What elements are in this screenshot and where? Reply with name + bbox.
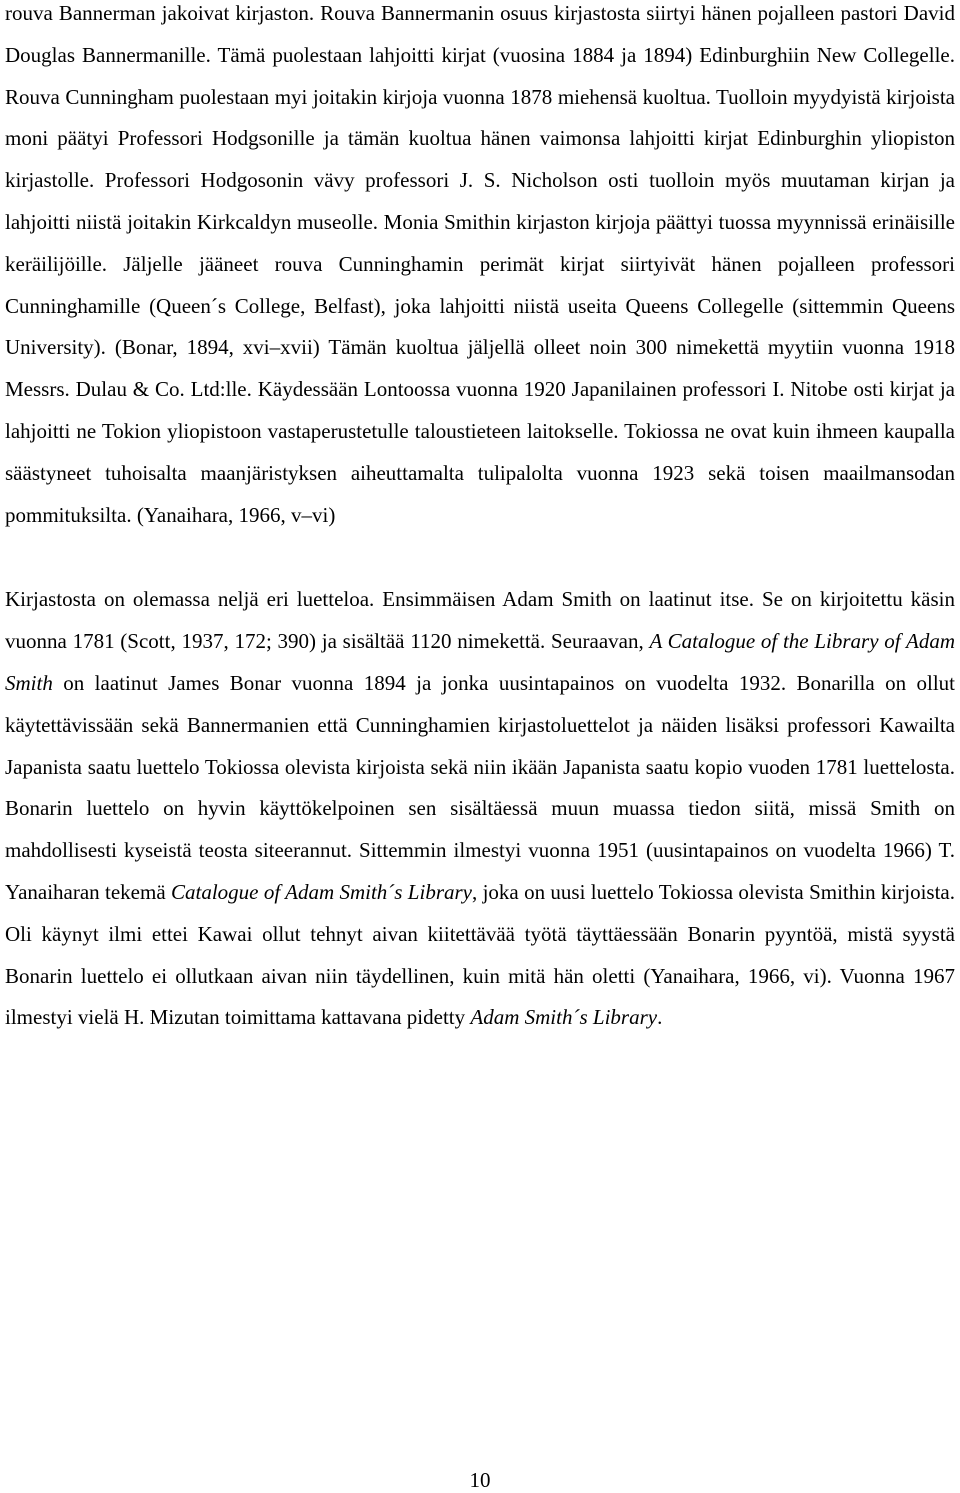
paragraph-2-text-end: . (657, 1005, 663, 1030)
page-number: 10 (469, 1468, 491, 1492)
book-title-mizuta-library: Adam Smith´s Library (470, 1005, 658, 1030)
paragraph-2-text-2: on laatinut James Bonar vuonna 1894 ja jonka uusintapainos on vuodelta 1932. Bonarilla on ollut käytettävissään sekä Bannermanien että Cunninghamien kirjastoluettelot ja näiden lisäksi professori Kawailta Japanista saatu luettelo Tokiossa olevista kirjoista sekä niin ikään Japanista saatu kopio vuoden 1781 luettelosta. Bonarin luettelo on hyvin käyttökelpoinen sen sisältäessä muun muassa tiedon siitä, missä Smith on mahdollisesti kyseistä teosta siteerannut. Sittemmin ilmestyi vuonna 1951 (uusintapainos on vuodelta 1966) T. Yanaiharan tekemä (5, 670, 955, 904)
book-title-bonar-catalogue: A Catalogue of the Library of Adam Smith (5, 629, 955, 695)
book-title-yanaihara-catalogue: Catalogue of Adam Smith´s Library (171, 879, 472, 904)
paragraph-2-text-3: , joka on uusi luettelo Tokiossa olevista Smithin kirjoista. Oli käynyt ilmi ettei Kawai ollut tehnyt aivan kiitettävää työtä täyttäessään Bonarin pyyntöä, mistä syystä Bonarin luettelo ei ollutkaan aivan niin täydellinen, kuin mitä hän oletti (Yanaihara, 1966, vi). Vuonna 1967 ilmestyi vielä H. Mizutan toimittama kattavana pidetty (5, 879, 956, 1030)
document-page (5, 0, 955, 1039)
body-paragraph-2 (5, 579, 955, 1039)
paragraph-2-text-1: Kirjastosta on olemassa neljä eri luetteloa. Ensimmäisen Adam Smith on laatinut itse. Se on kirjoitettu käsin vuonna 1781 (Scott, 1937, 172; 390) ja sisältää 1120 nimekettä. Seuraavan, (5, 587, 955, 654)
body-paragraph-1: rouva Bannerman jakoivat kirjaston. Rouva Bannermanin osuus kirjastosta siirtyi hänen pojalleen pastori David Douglas Bannermanille. Tämä puolestaan lahjoitti kirjat (vuosina 1884 ja 1894) Edinburghiin New Collegelle. Rouva Cunningham puolestaan myi joitakin kirjoja vuonna 1878 miehensä kuoltua. Tuolloin myydyistä kirjoista moni päätyi Professori Hodgsonille ja tämän kuoltua hänen vaimonsa lahjoitti kirjat Edinburghin yliopiston kirjastolle. Professori Hodgosonin vävy professori J. S. Nicholson osti tuolloin myös muutaman kirjan ja lahjoitti niistä joitakin Kirkcaldyn museolle. Monia Smithin kirjaston kirjoja päättyi tuossa myynnissä erinäisille keräilijöille. Jäljelle jääneet rouva Cunninghamin perimät kirjat siirtyivät hänen pojalleen professori Cunninghamille (Queen´s College, Belfast), joka lahjoitti niistä useita Queens Collegelle (sittemmin Queens University). (Bonar, 1894, xvi–xvii) Tämän kuoltua jäljellä olleet noin 300 nimekettä myytiin vuonna 1918 Messrs. Dulau & Co. Ltd:lle. Käydessään Lontoossa vuonna 1920 Japanilainen professori I. Nitobe osti kirjat ja lahjoitti ne Tokion yliopistoon vastaperustetulle taloustieteen laitokselle. Tokiossa ne ovat kuin ihmeen kaupalla säästyneet tuhoisalta maanjäristyksen aiheuttamalta tulipalolta vuonna 1923 sekä toisen maailmansodan pommituksilta. (Yanaihara, 1966, v–vi) (5, 1, 955, 527)
